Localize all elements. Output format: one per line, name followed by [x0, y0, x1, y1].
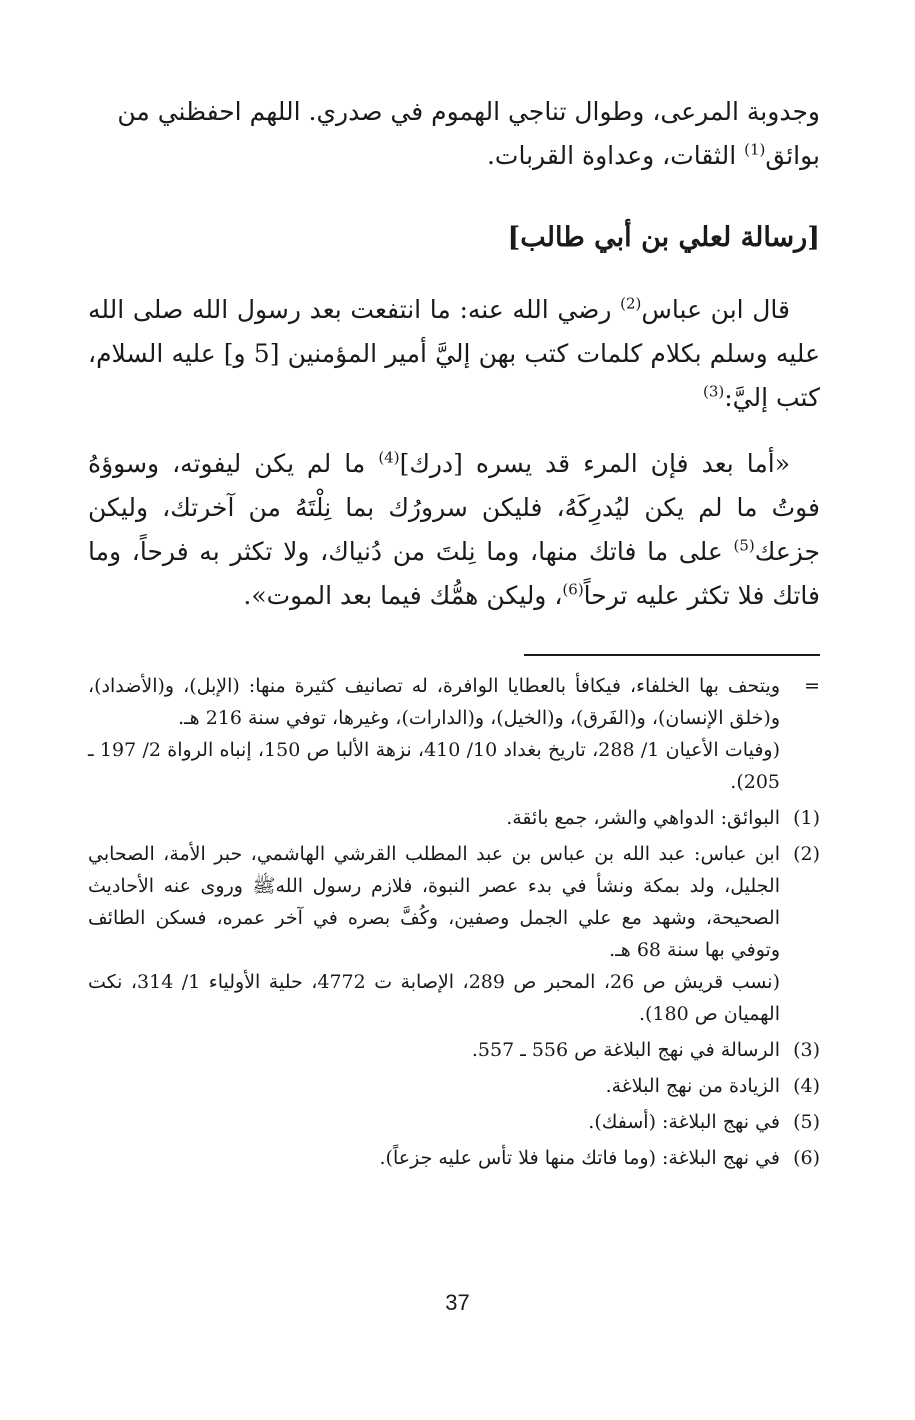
footnote-continued [88, 670, 820, 798]
para2-d: ، وليكن همُّك فيما بعد الموت». [243, 581, 563, 610]
footnote-6 [88, 1142, 820, 1174]
para1-start: قال ابن عباس [641, 295, 791, 324]
footnote-ref-5[interactable]: (5) [733, 536, 755, 555]
intro-line-2-end: الثقات، وعداوة القربات. [486, 141, 745, 170]
footnote-ref-4[interactable]: (4) [378, 448, 400, 467]
footnote-text: الزيادة من نهج البلاغة. [605, 1075, 780, 1097]
footnote-text: في نهج البلاغة: (أسفك). [588, 1111, 780, 1133]
para2-b: ما لم يكن ليفوته، وسوؤهُ فوتُ ما لم يكن ليُدرِكَهُ، فليكن سرورُك بما نِلْتَهُ من آخرتك، وليكن جزعك [88, 449, 820, 566]
section-title: [رسالة لعلي بن أبي طالب] [507, 222, 820, 253]
footnote-number: (3) [793, 1039, 820, 1061]
footnote-number: (4) [793, 1075, 820, 1097]
footnote-sources: (نسب قريش ص 26، المحبر ص 289، الإصابة ت 4772، حلية الأولياء 1/ 314، نكت الهميان ص 180). [88, 971, 781, 1025]
para1-body: رضي الله عنه: ما انتفعت بعد رسول الله صلى الله عليه وسلم بكلام كلمات كتب بهن إليَّ أمير المؤمنين [5 و] عليه السلام، كتب إليَّ: [88, 295, 820, 412]
footnote-4 [88, 1070, 820, 1102]
para2-c: على ما فاتك منها، وما نِلتَ من دُنياك، ولا تكثر به فرحاً، وما فاتك فلا تكثر عليه ترحاً [88, 537, 820, 610]
footnote-text: البوائق: الدواهي والشر، جمع بائقة. [506, 807, 780, 829]
footnote-number: (1) [793, 807, 820, 829]
footnote-divider [524, 654, 820, 656]
footnote-2 [88, 838, 820, 1030]
footnotes [88, 670, 820, 1174]
footnote-text: في نهج البلاغة: (وما فاتك منها فلا تأس عليه جزعاً). [379, 1147, 780, 1169]
footnote-text: ابن عباس: عبد الله بن عباس بن عبد المطلب القرشي الهاشمي، حبر الأمة، الصحابي الجليل، ولد بمكة ونشأ في بدء عصر النبوة، فلازم رسول اللهﷺ وروى عنه الأحاديث الصحيحة، وشهد مع علي الجمل وصفين، وكُفَّ بصره في آخر عمره، فسكن الطائف وتوفي بها سنة 68 هـ. [88, 843, 780, 961]
footnote-number: (2) [793, 843, 820, 865]
intro-line-2-start: بوائق [765, 141, 820, 170]
paragraph-letter [88, 442, 820, 618]
footnote-ref-6[interactable]: (6) [562, 580, 584, 599]
footnote-number: (5) [793, 1111, 820, 1133]
intro-line-1: وجدوبة المرعى، وطوال تناجي الهموم في صدري. اللهم احفظني من [117, 97, 820, 126]
footnote-3 [88, 1034, 820, 1066]
paragraph-ibn-abbas [88, 288, 820, 420]
footnote-5 [88, 1106, 820, 1138]
page-number: 37 [445, 1290, 470, 1315]
intro-paragraph [88, 90, 820, 178]
footnote-1 [88, 802, 820, 834]
footnote-number: (6) [793, 1147, 820, 1169]
footnote-ref-2[interactable]: (2) [620, 294, 642, 313]
footnote-continued-sources: (وفيات الأعيان 1/ 288، تاريخ بغداد 10/ 410، نزهة الألبا ص 150، إنباه الرواة 2/ 197 ـ 205). [88, 739, 780, 793]
footnote-ref-1[interactable]: (1) [744, 140, 766, 159]
footnote-ref-3[interactable]: (3) [702, 382, 725, 401]
footnote-continuation-marker: = [804, 675, 820, 697]
para2-a: «أما بعد فإن المرء قد يسره [درك] [399, 449, 790, 478]
footnote-text: الرسالة في نهج البلاغة ص 556 ـ 557. [471, 1039, 780, 1061]
footnote-continued-text: ويتحف بها الخلفاء، فيكافأ بالعطايا الوافرة، له تصانيف كثيرة منها: (الإبل)، و(الأضداد)، و(خلق الإنسان)، و(الفَرق)، و(الخيل)، و(الدارات)، وغيرها، توفي سنة 216 هـ. [88, 675, 780, 729]
